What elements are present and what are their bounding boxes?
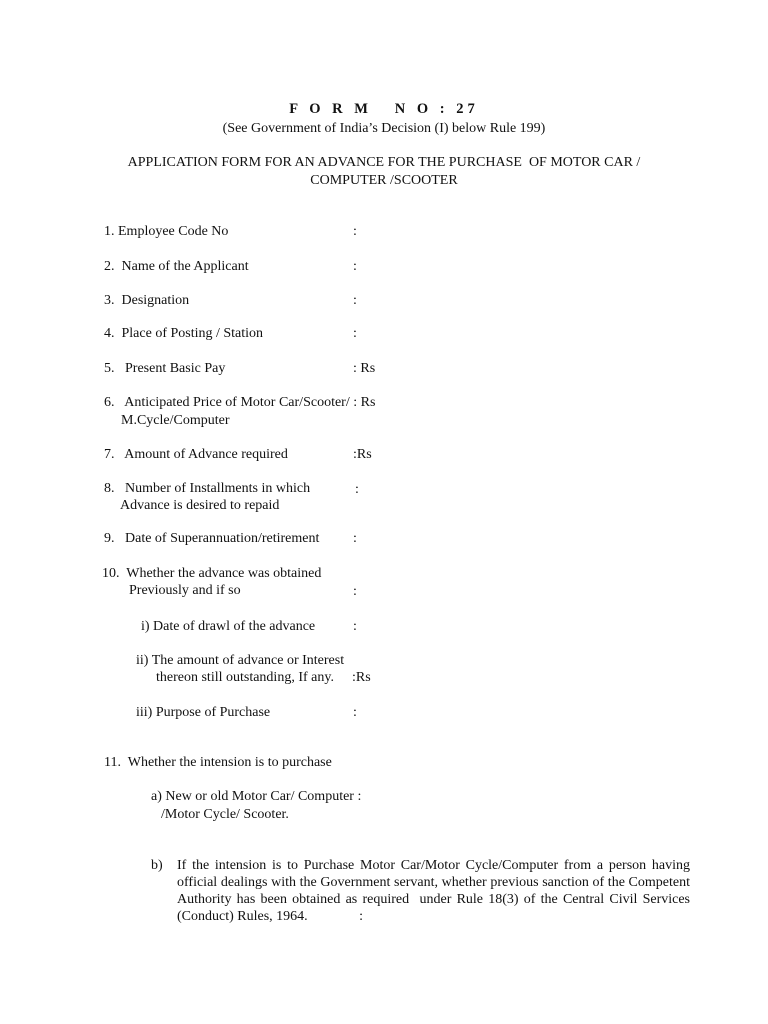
field-10-ii-label-line-2: thereon still outstanding, If any. bbox=[156, 670, 334, 685]
field-1-colon: : bbox=[353, 224, 357, 239]
field-11-b-colon: : bbox=[359, 909, 364, 924]
field-10-iii-label: iii) Purpose of Purchase bbox=[136, 705, 271, 720]
field-11-a-label-line-2: /Motor Cycle/ Scooter. bbox=[161, 807, 289, 822]
field-10-i-label: i) Date of drawl of the advance bbox=[141, 619, 316, 634]
field-9-colon: : bbox=[353, 531, 357, 546]
field-11-b-text bbox=[177, 857, 694, 925]
field-3-colon: : bbox=[353, 293, 357, 308]
field-6-label-line-2: M.Cycle/Computer bbox=[121, 413, 230, 428]
field-6-label-line-1: 6. Anticipated Price of Motor Car/Scooter/ : Rs bbox=[104, 395, 376, 410]
field-10-ii-label-line-1: ii) The amount of advance or Interest bbox=[136, 653, 345, 668]
form-subtitle: (See Government of India’s Decision (I) below Rule 199) bbox=[222, 121, 546, 136]
field-7-label: 7. Amount of Advance required bbox=[104, 447, 288, 462]
field-1-label: 1. Employee Code No bbox=[104, 224, 229, 239]
field-8-colon: : bbox=[355, 482, 359, 497]
field-5-label: 5. Present Basic Pay bbox=[104, 361, 226, 376]
field-2-colon: : bbox=[353, 259, 357, 274]
field-9-label: 9. Date of Superannuation/retirement bbox=[104, 531, 320, 546]
form-number: F O R M N O : 27 bbox=[289, 101, 479, 117]
field-4-colon: : bbox=[353, 326, 357, 341]
form-title-line-2: COMPUTER /SCOOTER bbox=[310, 173, 458, 188]
field-11-label: 11. Whether the intension is to purchase bbox=[104, 755, 332, 770]
field-8-label-line-2: Advance is desired to repaid bbox=[120, 498, 280, 513]
field-5-rs: : Rs bbox=[353, 361, 376, 376]
field-10-label-line-2: Previously and if so bbox=[129, 583, 241, 598]
field-7-rs: :Rs bbox=[353, 447, 372, 462]
field-4-label: 4. Place of Posting / Station bbox=[104, 326, 264, 341]
field-10-colon: : bbox=[353, 584, 357, 599]
field-11-b-text-body: If the intension is to Purchase Motor Car/Motor Cycle/Computer from a person having official dealings with the Government servant, whether previous sanction of the Competent Authority has been obtained as required under Rule 18(3) of the Central Civil Services (Conduct) Rules, 1964. bbox=[177, 858, 694, 924]
field-8-label-line-1: 8. Number of Installments in which bbox=[104, 481, 311, 496]
field-3-label: 3. Designation bbox=[104, 293, 190, 308]
field-10-i-colon: : bbox=[353, 619, 357, 634]
field-10-ii-rs: :Rs bbox=[352, 670, 371, 685]
field-10-label-line-1: 10. Whether the advance was obtained bbox=[102, 566, 322, 581]
field-11-b-marker: b) bbox=[151, 858, 163, 873]
field-10-iii-colon: : bbox=[353, 705, 357, 720]
field-11-a-label-line-1: a) New or old Motor Car/ Computer : bbox=[151, 789, 362, 804]
form-title-line-1: APPLICATION FORM FOR AN ADVANCE FOR THE PURCHASE OF MOTOR CAR / bbox=[127, 155, 641, 170]
field-2-label: 2. Name of the Applicant bbox=[104, 259, 249, 274]
